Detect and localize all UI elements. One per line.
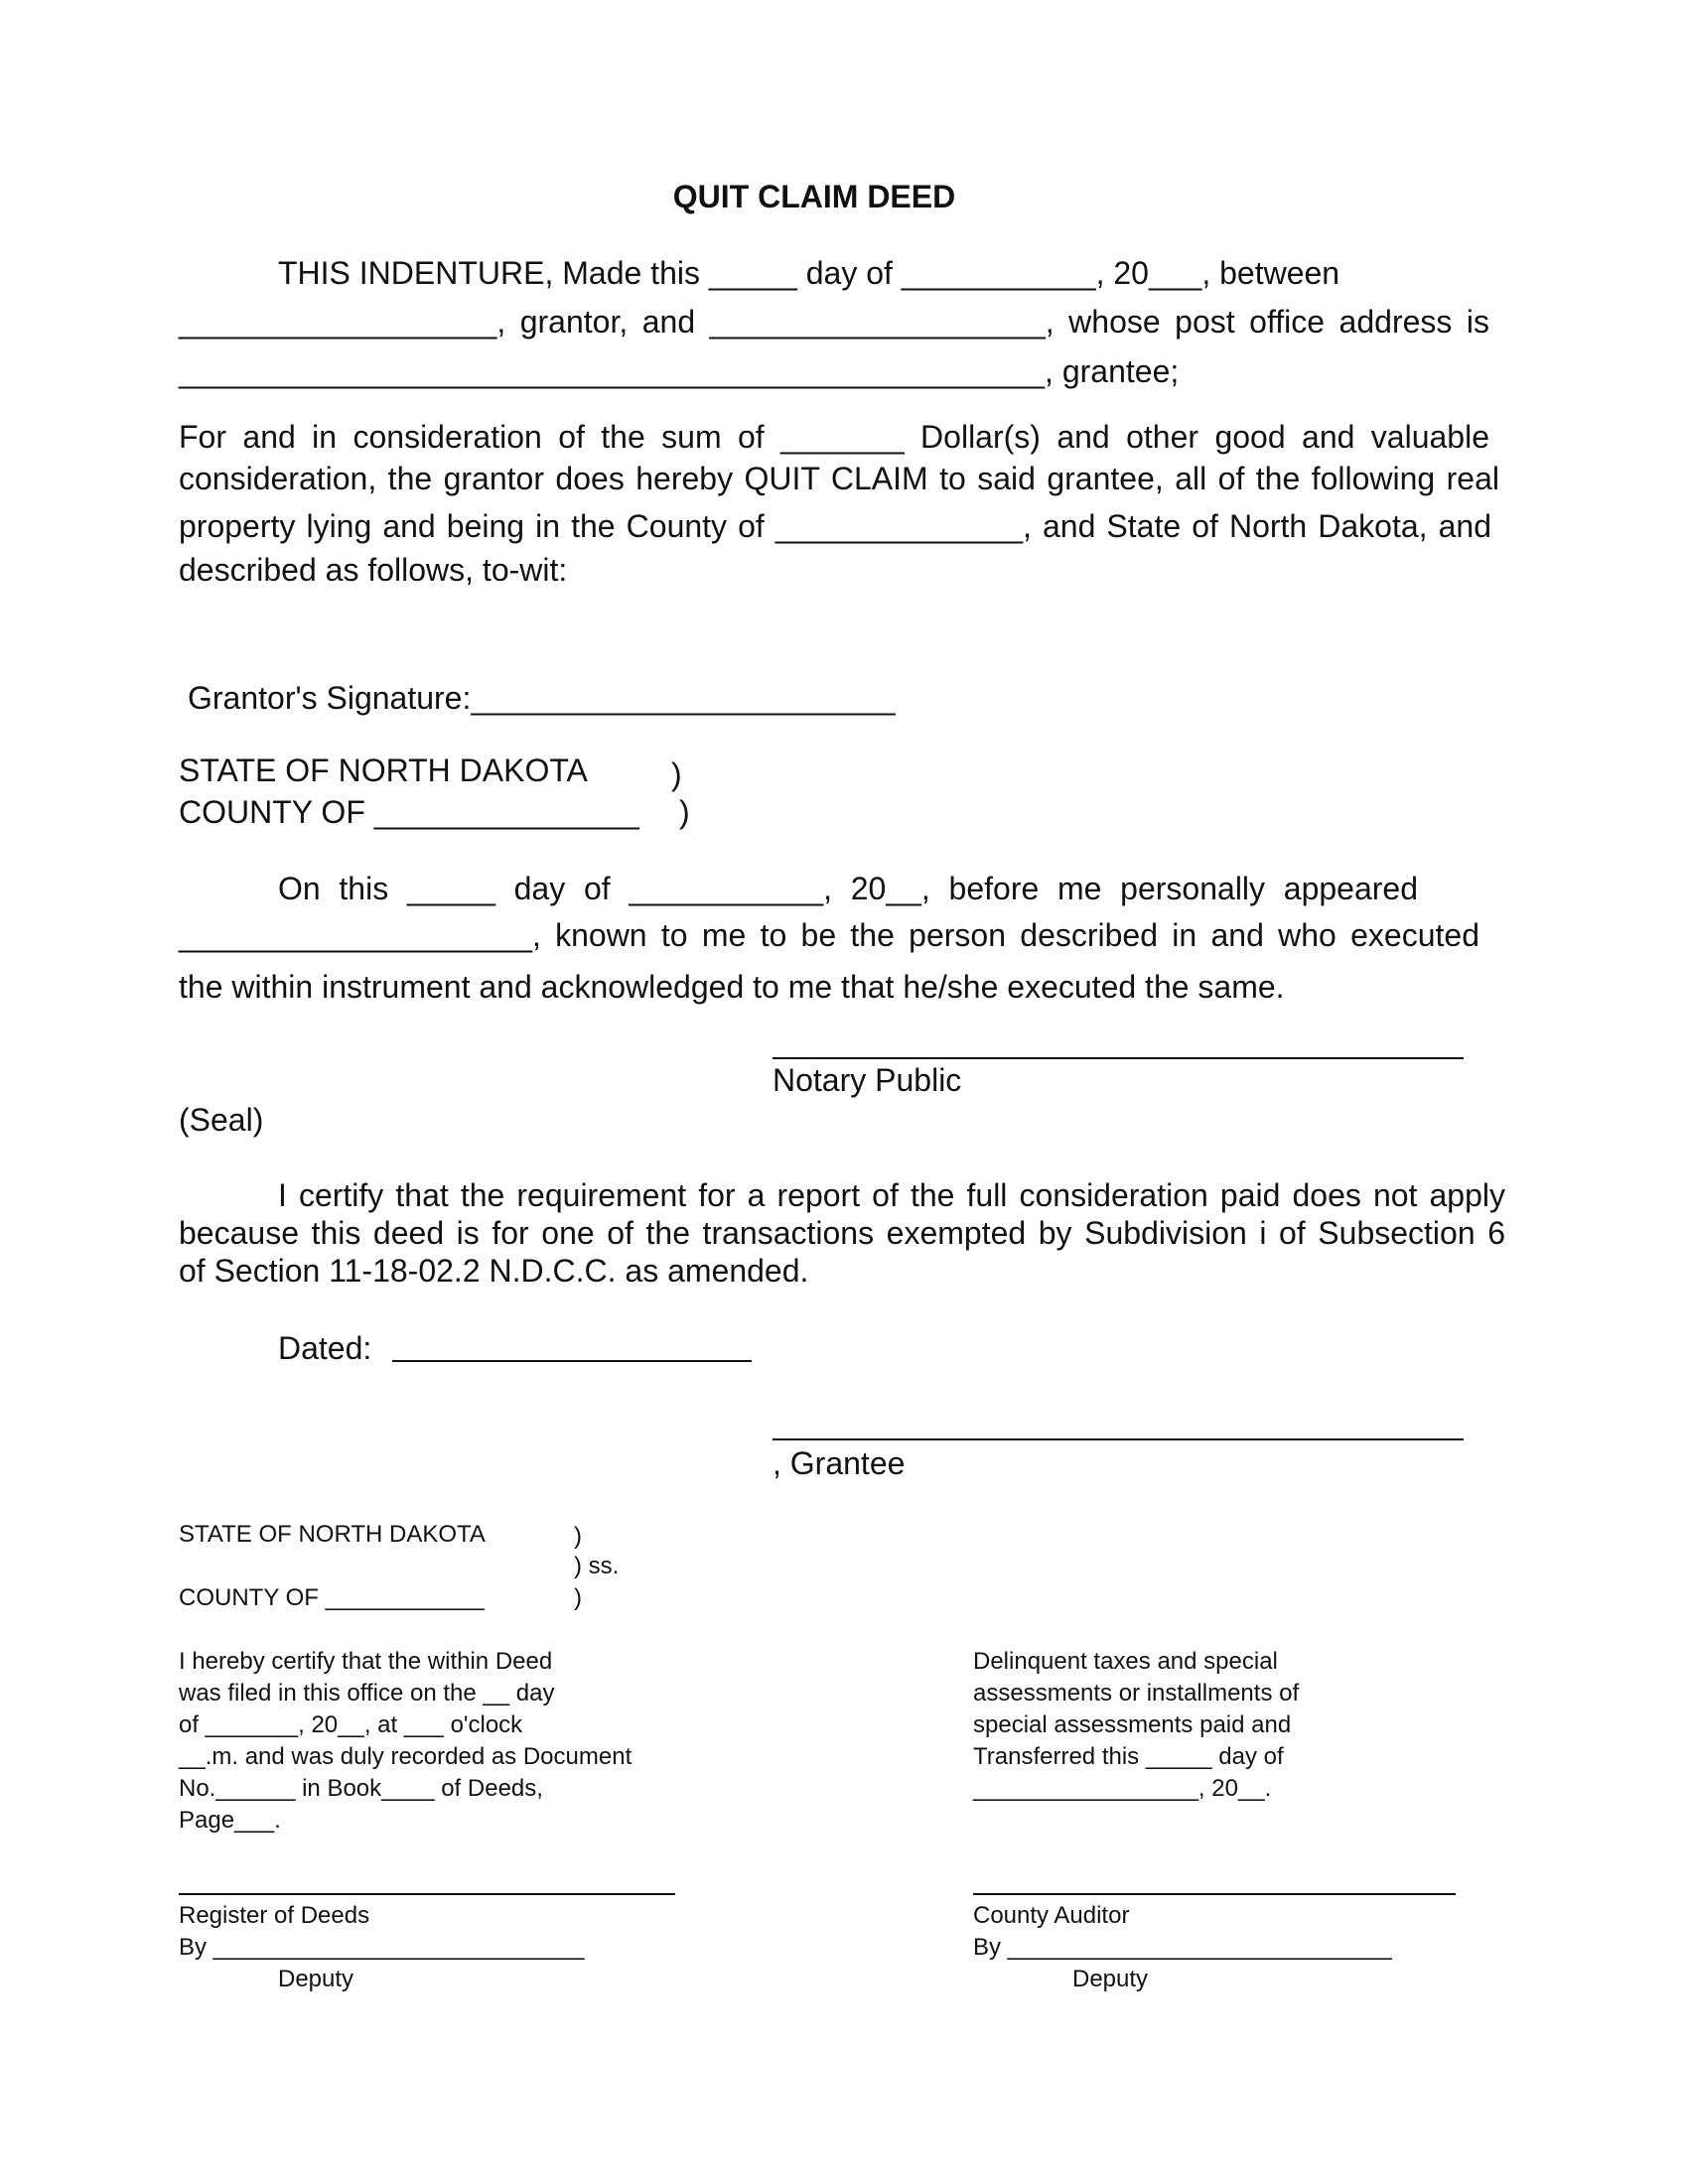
recording-venue-county: COUNTY OF ____________ [179,1584,485,1611]
acknowledgment-line-3: the within instrument and acknowledged to me that he/she executed the same. [179,969,1285,1005]
venue-state-paren: ) [671,756,682,792]
indenture-line-1: THIS INDENTURE, Made this _____ day of ___________, 20___, between [278,255,1340,291]
auditor-by-line: By _____________________________ [973,1934,1392,1961]
auditor-signature-rule [973,1893,1456,1895]
dated-label: Dated: [278,1330,372,1366]
register-cert-line-1: I hereby certify that the within Deed [179,1648,553,1675]
document-title: QUIT CLAIM DEED [672,179,956,214]
venue-county-paren: ) [679,794,690,830]
register-of-deeds-label: Register of Deeds [179,1902,370,1929]
register-cert-line-4: __.m. and was duly recorded as Document [179,1743,633,1770]
venue-county: COUNTY OF _______________ [179,794,639,830]
certification-line-2: because this deed is for one of the transactions exempted by Subdivision i of Subsection 6 [179,1215,1505,1251]
auditor-cert-line-2: assessments or installments of [973,1680,1300,1706]
auditor-cert-line-5: _________________, 20__. [973,1775,1272,1802]
notary-public-label: Notary Public [773,1062,962,1098]
indenture-line-2: __________________, grantor, and ___________________, whose post office address is [179,304,1489,340]
seal-label: (Seal) [179,1102,264,1138]
acknowledgment-line-1: On this _____ day of ___________, 20__, before me personally appeared [278,871,1418,906]
grantee-label: , Grantee [773,1445,906,1481]
grantor-signature-line: Grantor's Signature:________________________ [188,680,896,716]
register-deputy-label: Deputy [278,1966,354,1992]
register-cert-line-3: of _______, 20__, at ___ o'clock [179,1711,523,1738]
county-auditor-label: County Auditor [973,1902,1130,1929]
recording-venue-ss: ) ss. [574,1553,620,1579]
recording-venue-paren-3: ) [574,1584,582,1611]
auditor-cert-line-1: Delinquent taxes and special [973,1648,1278,1675]
recording-venue-state: STATE OF NORTH DAKOTA [179,1521,486,1548]
indenture-line-3: _________________________________________________, grantee; [179,353,1180,389]
venue-state: STATE OF NORTH DAKOTA [179,752,588,788]
consideration-line-2: consideration, the grantor does hereby QUIT CLAIM to said grantee, all of the following real [179,461,1499,496]
consideration-line-3: property lying and being in the County of ______________, and State of North Dakota, and [179,508,1491,544]
register-cert-line-5: No.______ in Book____ of Deeds, [179,1775,543,1802]
grantee-signature-rule [773,1438,1464,1440]
register-cert-line-2: was filed in this office on the __ day [179,1680,555,1706]
register-signature-rule [179,1893,675,1895]
register-cert-line-6: Page___. [179,1807,281,1834]
certification-line-1: I certify that the requirement for a report of the full consideration paid does not apply [278,1177,1505,1213]
recording-venue-paren-1: ) [574,1523,582,1550]
certification-line-3: of Section 11-18-02.2 N.D.C.C. as amended. [179,1253,809,1289]
consideration-line-4: described as follows, to-wit: [179,552,568,588]
register-by-line: By ____________________________ [179,1934,585,1961]
auditor-deputy-label: Deputy [1072,1966,1149,1992]
auditor-cert-line-3: special assessments paid and [973,1711,1292,1738]
dated-rule [392,1360,752,1362]
notary-signature-rule [773,1057,1464,1059]
acknowledgment-line-2: ____________________, known to me to be the person described in and who executed [179,917,1479,953]
auditor-cert-line-4: Transferred this _____ day of [973,1743,1284,1770]
consideration-line-1: For and in consideration of the sum of _______ Dollar(s) and other good and valuable [179,419,1489,455]
